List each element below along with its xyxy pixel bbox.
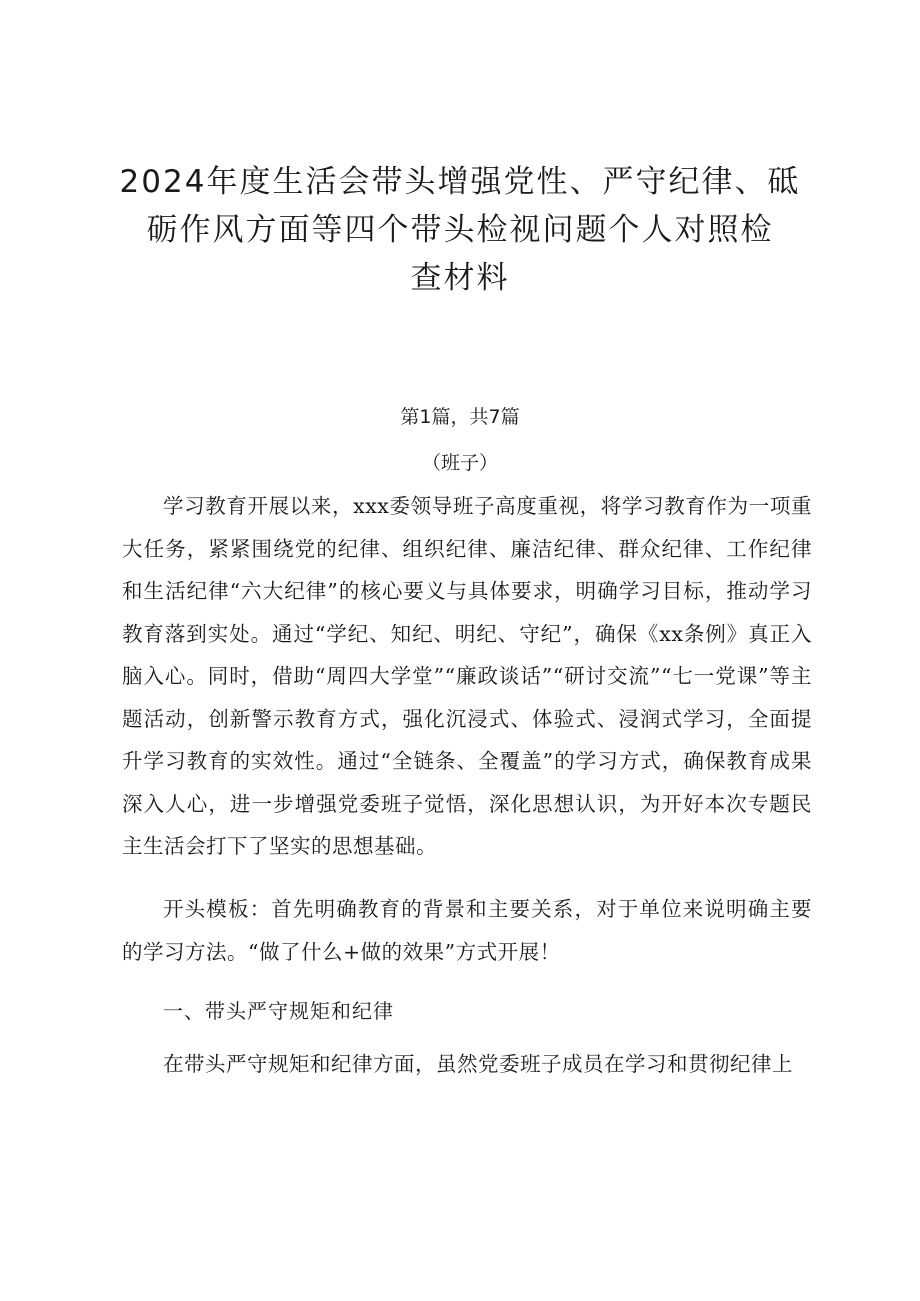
section-heading: 一、带头严守规矩和纪律 — [163, 999, 394, 1023]
paragraph-text: 开头模板：首先明确教育的背景和主要关系，对于单位来说明确主要的学习方法。“做了什么+做的效果”方式开展！ — [122, 897, 812, 964]
sub-label: （班子） — [421, 452, 498, 474]
paragraph-text: 在带头严守规矩和纪律方面，虽然党委班子成员在学习和贯彻纪律上 — [163, 1052, 793, 1076]
paragraph-text: 学习教育开展以来，xxx委领导班子高度重视，将学习教育作为一项重大任务，紧紧围绕党的纪律、组织纪律、廉洁纪律、群众纪律、工作纪律和生活纪律“六大纪律”的核心要义与具体要求，明确学习目标，推动学习教育落到实处。通过“学纪、知纪、明纪、守纪”，确保《xx条例》真正入脑入心。同时，借助“周四大学堂”“廉政谈话”“研讨交流”“七一党课”等主题活动，创新警示教育方式，强化沉浸式、体验式、浸润式学习，全面提升学习教育的实效性。通过“全链条、全覆盖”的学习方式，确保教育成果深入人心，进一步增强党委班子觉悟，深化思想认识，为开好本次专题民主生活会打下了坚实的思想基础。 — [122, 494, 812, 858]
title-line-3: 查材料 — [410, 260, 510, 296]
body-paragraph-1 — [122, 485, 812, 868]
title-line-2: 砺作风方面等四个带头检视问题个人对照检 — [146, 212, 774, 248]
part-label: 第1篇，共7篇 — [400, 406, 520, 428]
title-line-1: 2024年度生活会带头增强党性、严守纪律、砥 — [119, 164, 801, 200]
body-paragraph-2 — [122, 888, 812, 973]
document-title — [110, 158, 810, 302]
body-paragraph-3 — [122, 1043, 812, 1086]
